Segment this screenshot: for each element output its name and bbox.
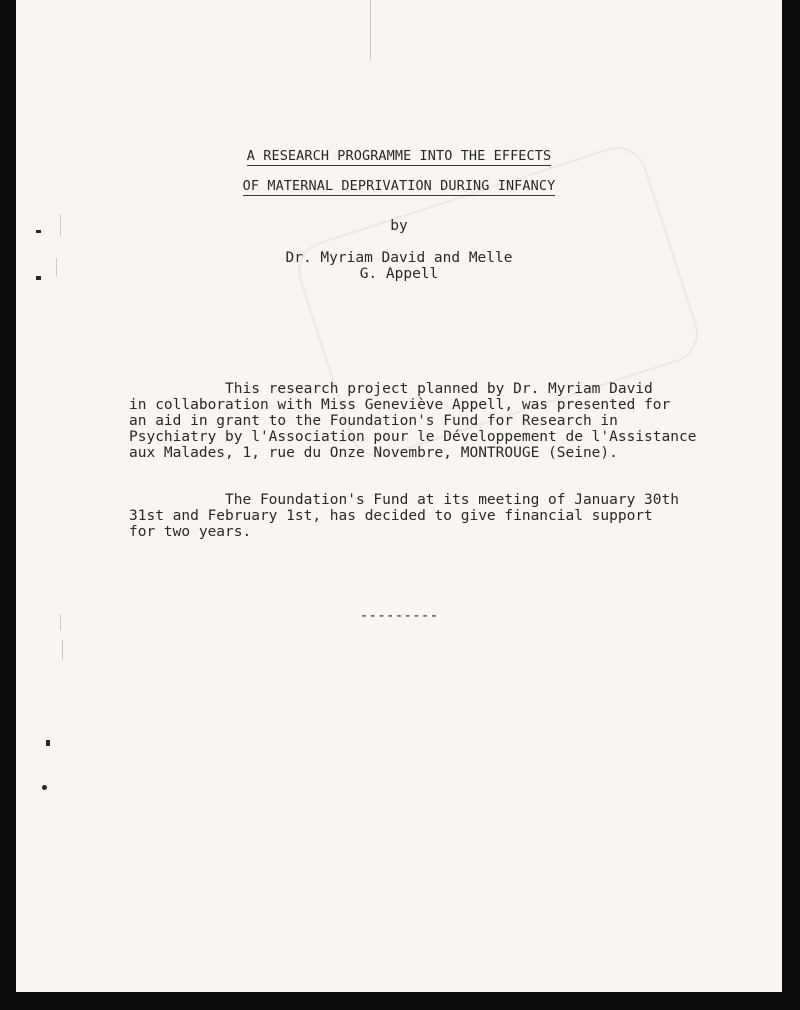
- paragraph-2-line: for two years.: [129, 524, 252, 540]
- paragraph-1-line: This research project planned by Dr. Myriam David: [129, 381, 653, 397]
- paragraph-1-line: in collaboration with Miss Geneviève Appell, was presented for: [129, 397, 671, 413]
- paragraph-2-line: The Foundation's Fund at its meeting of January 30th: [129, 492, 679, 508]
- paragraph-1-line: aux Malades, 1, rue du Onze Novembre, MONTROUGE (Seine).: [129, 445, 618, 461]
- title-text-2: OF MATERNAL DEPRIVATION DURING INFANCY: [242, 178, 556, 194]
- paragraph-1-line: an aid in grant to the Foundation's Fund for Research in: [129, 413, 618, 429]
- title-line-1: [16, 148, 782, 164]
- edge-mark: [370, 0, 371, 60]
- punch-mark: [46, 740, 50, 746]
- title-line-2: [16, 178, 782, 194]
- separator: ---------: [359, 608, 439, 624]
- paragraph-2-line: 31st and February 1st, has decided to give financial support: [129, 508, 653, 524]
- edge-mark: [62, 640, 63, 660]
- punch-mark: [42, 785, 47, 790]
- by-line: by: [390, 218, 408, 234]
- paragraph-1-line: Psychiatry by l'Association pour le Développement de l'Assistance: [129, 429, 697, 445]
- title-text-1: A RESEARCH PROGRAMME INTO THE EFFECTS: [246, 148, 552, 164]
- authors-line-2: G. Appell: [359, 266, 439, 282]
- authors-line-1: Dr. Myriam David and Melle: [285, 250, 513, 266]
- document-page: [16, 0, 782, 992]
